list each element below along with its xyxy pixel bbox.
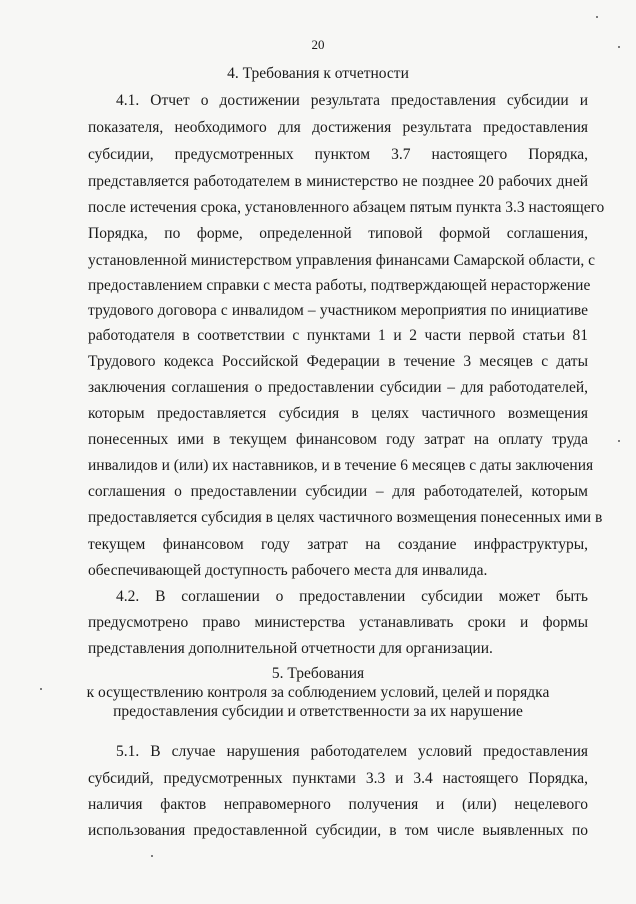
- para-4-1-line: представляется работодателем в министерство не позднее 20 рабочих дней: [88, 173, 588, 190]
- scan-speck: [618, 46, 620, 48]
- section-5-subtitle: к осуществлению контроля за соблюдением условий, целей и порядка: [86, 684, 550, 701]
- para-5-1-line: использования предоставленной субсидии, в том числе выявленных по: [88, 822, 588, 839]
- para-4-1-line: заключения соглашения о предоставлении субсидии – для работодателей,: [88, 379, 588, 396]
- para-4-1-line: работодателя в соответствии с пунктами 1 и 2 части первой статьи 81: [88, 327, 588, 344]
- scan-speck: [40, 688, 42, 690]
- para-4-1-line: установленной министерством управления финансами Самарской области, с: [88, 252, 596, 269]
- para-4-2-line: 4.2. В соглашении о предоставлении субсидии может быть: [116, 588, 588, 605]
- para-5-1-line: 5.1. В случае нарушения работодателем условий предоставления: [116, 743, 588, 760]
- para-4-1-line: понесенных ими в текущем финансовом году затрат на оплату труда: [88, 431, 588, 448]
- section-5-title: 5. Требования: [271, 665, 365, 682]
- section-4-title: 4. Требования к отчетности: [227, 65, 409, 82]
- para-4-1-line: текущем финансовом году затрат на создание инфраструктуры,: [88, 536, 588, 553]
- para-4-1-line: предоставляется субсидия в целях частичного возмещения понесенных ими в: [88, 509, 603, 526]
- scan-speck: [618, 440, 620, 442]
- para-4-2-line: предусмотрено право министерства устанавливать сроки и формы: [88, 614, 588, 631]
- para-4-1-line: 4.1. Отчет о достижении результата предоставления субсидии и: [116, 92, 588, 109]
- para-4-1-line: Трудового кодекса Российской Федерации в течение 3 месяцев с даты: [88, 353, 588, 370]
- scan-speck: [596, 16, 598, 18]
- para-5-1-line: наличия фактов неправомерного получения и (или) нецелевого: [88, 796, 588, 813]
- para-4-2-line: представления дополнительной отчетности для организации.: [88, 640, 493, 657]
- para-4-1-line: трудового договора с инвалидом – участником мероприятия по инициативе: [88, 302, 588, 319]
- para-4-1-line: соглашения о предоставлении субсидии – для работодателей, которым: [88, 483, 588, 500]
- page-number: 20: [311, 37, 325, 52]
- para-4-1-line: показателя, необходимого для достижения результата предоставления: [88, 119, 588, 136]
- para-4-1-line: обеспечивающей доступность рабочего места для инвалида.: [88, 562, 488, 579]
- para-4-1-line: предоставлением справки с места работы, подтверждающей нерасторжение: [88, 277, 591, 294]
- para-4-1-line: субсидии, предусмотренных пунктом 3.7 настоящего Порядка,: [88, 146, 588, 163]
- para-4-1-line: Порядка, по форме, определенной типовой формой соглашения,: [88, 225, 588, 242]
- para-4-1-line: которым предоставляется субсидия в целях частичного возмещения: [88, 405, 588, 422]
- scan-speck: [151, 855, 153, 857]
- para-4-1-line: после истечения срока, установленного абзацем пятым пункта 3.3 настоящего: [88, 199, 605, 216]
- para-4-1-line: инвалидов и (или) их наставников, и в течение 6 месяцев с даты заключения: [88, 457, 594, 474]
- para-5-1-line: субсидий, предусмотренных пунктами 3.3 и 3.4 настоящего Порядка,: [88, 770, 588, 787]
- section-5-subtitle: предоставления субсидии и ответственности за их нарушение: [113, 703, 523, 720]
